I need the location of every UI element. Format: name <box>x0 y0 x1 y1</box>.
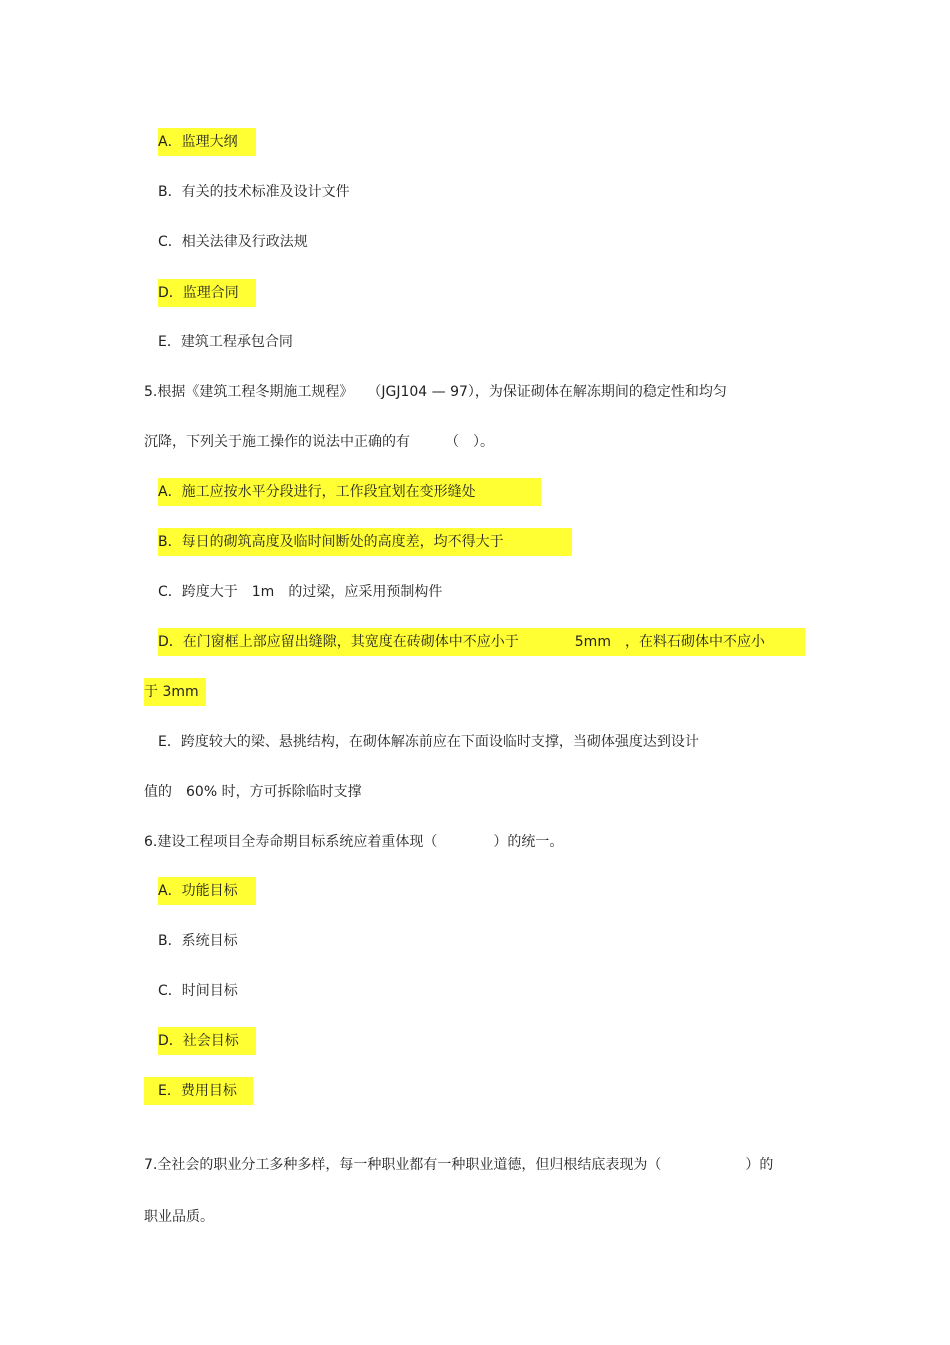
q5-option-e-line2: 值的 60% 时，方可拆除临时支撑 <box>144 784 362 800</box>
q7-stem-line1: 7.全社会的职业分工多种多样，每一种职业都有一种职业道德，但归根结底表现为（ ）的 <box>144 1157 774 1173</box>
q5-option-a: A．施工应按水平分段进行，工作段宜划在变形缝处 <box>158 478 541 506</box>
q4-option-c: C．相关法律及行政法规 <box>158 234 308 250</box>
q4-option-d: D．监理合同 <box>158 279 256 307</box>
q4-option-b: B．有关的技术标准及设计文件 <box>158 184 350 200</box>
q5-option-d-line2: 于 3mm <box>144 678 206 706</box>
q4-option-a: A．监理大纲 <box>158 128 256 156</box>
q7-stem-line2: 职业品质。 <box>144 1209 214 1225</box>
q4-option-e: E．建筑工程承包合同 <box>158 334 293 350</box>
q6-option-c: C．时间目标 <box>158 983 238 999</box>
q5-option-c: C．跨度大于 1m 的过梁，应采用预制构件 <box>158 584 443 600</box>
q6-stem: 6.建设工程项目全寿命期目标系统应着重体现（ ）的统一。 <box>144 834 564 850</box>
q6-option-a: A．功能目标 <box>158 877 256 905</box>
q6-option-e: E．费用目标 <box>144 1077 253 1105</box>
q5-stem-line1: 5.根据《建筑工程冬期施工规程》 （JGJ104 — 97），为保证砌体在解冻期间的稳定性和均匀 <box>144 384 727 400</box>
q5-stem-line2: 沉降，下列关于施工操作的说法中正确的有 （ ）。 <box>144 434 494 450</box>
q5-option-b: B．每日的砌筑高度及临时间断处的高度差，均不得大于 <box>158 528 572 556</box>
q6-option-b: B．系统目标 <box>158 933 238 949</box>
q6-option-d: D．社会目标 <box>158 1027 256 1055</box>
q5-option-d-line1: D．在门窗框上部应留出缝隙，其宽度在砖砌体中不应小于 5mm ，在料石砌体中不应小 <box>158 628 805 656</box>
q5-option-e-line1: E．跨度较大的梁、悬挑结构，在砌体解冻前应在下面设临时支撑，当砌体强度达到设计 <box>158 734 699 750</box>
